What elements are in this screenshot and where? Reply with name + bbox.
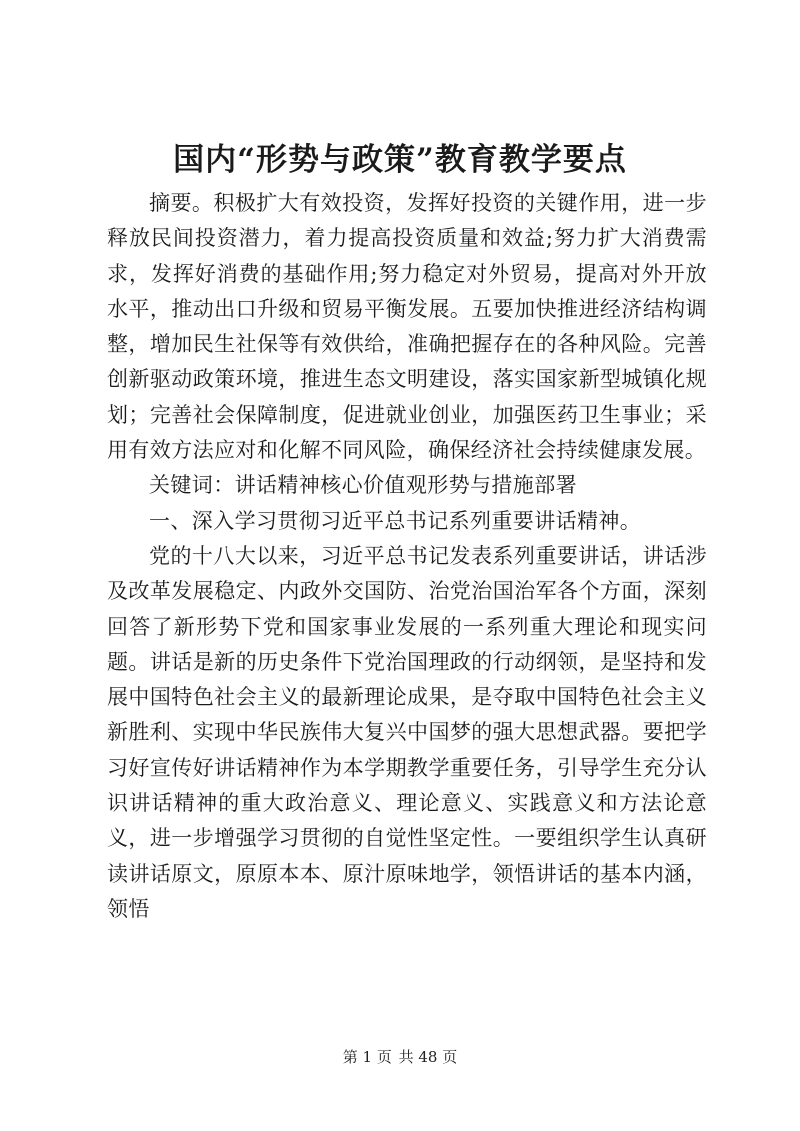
abstract-paragraph: 摘要。积极扩大有效投资，发挥好投资的关键作用，进一步释放民间投资潜力，着力提高投资质量和效益;努力扩大消费需求，发挥好消费的基础作用;努力稳定对外贸易，提高对外开放水平，推动出口升级和贸易平衡发展。五要加快推进经济结构调整，增加民生社保等有效供给，准确把握存在的各种风险。完善创新驱动政策环境，推进生态文明建设，落实国家新型城镇化规划；完善社会保障制度，促进就业创业，加强医药卫生事业；采用有效方法应对和化解不同风险，确保经济社会持续健康发展。 bbox=[107, 191, 707, 463]
page-number: 第 1 页 bbox=[342, 1048, 392, 1066]
body-paragraph: 党的十八大以来，习近平总书记发表系列重要讲话，讲话涉及改革发展稳定、内政外交国防、治党治国治军各个方面，深刻回答了新形势下党和国家事业发展的一系列重大理论和现实问题。讲话是新的历史条件下党治国理政的行动纲领，是坚持和发展中国特色社会主义的最新理论成果，是夺取中国特色社会主义新胜利、实现中华民族伟大复兴中国梦的强大思想武器。要把学习好宣传好讲话精神作为本学期教学重要任务，引导学生充分认识讲话精神的重大政治意义、理论意义、实践意义和方法论意义，进一步增强学习贯彻的自觉性坚定性。一要组织学生认真研读讲话原文，原原本本、原汁原味地学，领悟讲话的基本内涵，领悟 bbox=[107, 543, 707, 921]
section-heading: 一、深入学习贯彻习近平总书记系列重要讲话精神。 bbox=[149, 508, 642, 533]
document-body bbox=[107, 186, 707, 927]
page-total: 共 48 页 bbox=[398, 1048, 458, 1066]
page-footer bbox=[0, 1047, 800, 1067]
keywords-paragraph: 关键词：讲话精神核心价值观形势与措施部署 bbox=[149, 473, 577, 498]
document-title: 国内“形势与政策”教育教学要点 bbox=[173, 142, 627, 178]
